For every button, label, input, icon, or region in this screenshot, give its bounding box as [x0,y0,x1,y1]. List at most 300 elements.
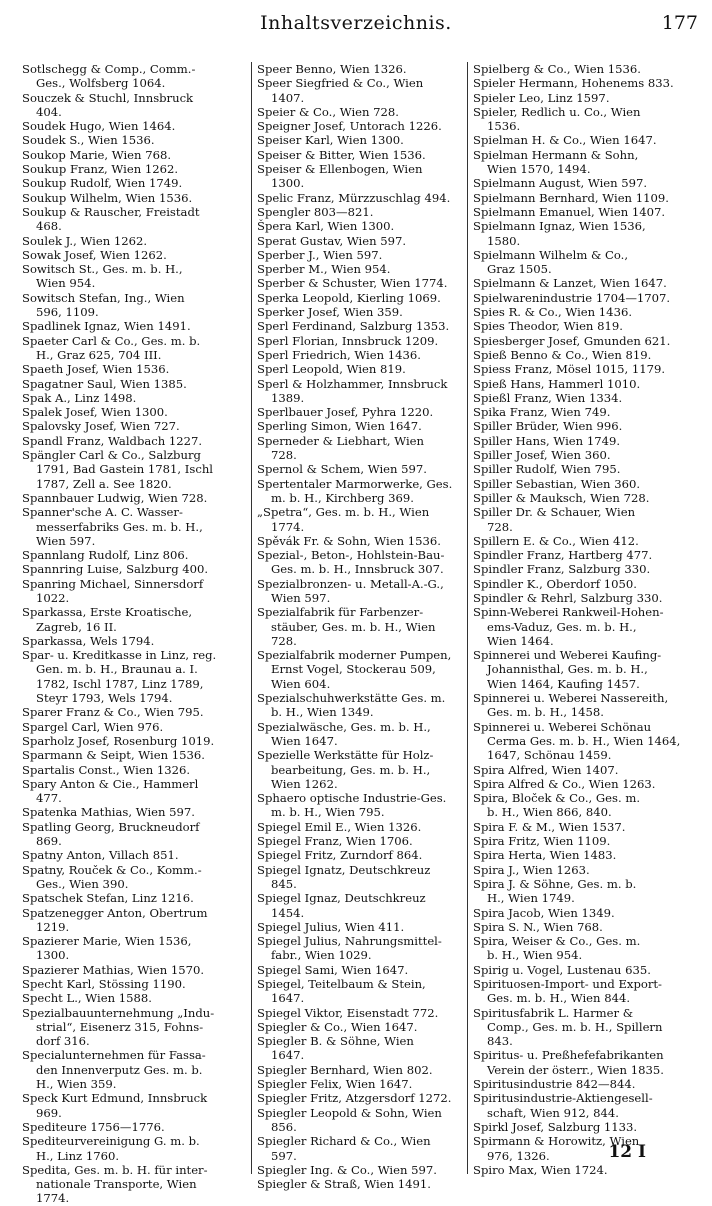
index-entry [473,305,701,319]
entry-continuation: Ges. m. b. H., Wien 844. [487,991,631,1006]
entry-continuation: strial“, Eisenerz 315, Fohns- [36,1019,204,1034]
index-entry [473,62,701,76]
entry-line: Spěvák Fr. & Sohn, Wien 1536. [257,533,441,548]
index-entry [257,1034,462,1063]
index-entry [257,963,462,977]
index-entry [257,219,462,233]
index-column-1 [22,62,248,1206]
entry-line: Sperneder & Liebhart, Wien [257,433,424,448]
index-entry [22,334,248,363]
entry-line: Spezialbauunternehmung „Indu- [22,1005,215,1020]
entry-line: Spiegel, Teitelbaum & Stein, [257,977,426,991]
index-entry [22,234,248,248]
entry-line: Spezialfabrik für Farbenzer- [257,605,424,620]
entry-continuation: H., Wien 1749. [487,891,575,906]
entry-line: Sparholz Josef, Rosenburg 1019. [22,733,215,748]
index-entry [473,591,701,605]
entry-line: Spiegler Ing. & Co., Wien 597. [257,1162,437,1177]
index-entry [257,1006,462,1020]
entry-line: Spediteurvereinigung G. m. b. [22,1134,200,1149]
entry-line: Spazierer Marie, Wien 1536, [22,934,192,949]
entry-line: Spatenka Mathias, Wien 597. [22,805,195,820]
index-entry [473,648,701,691]
index-entry [473,276,701,290]
index-entry [257,1163,462,1177]
entry-line: Spiesberger Josef, Gmunden 621. [473,333,671,348]
entry-line: Spiegel Viktor, Eisenstadt 772. [257,1005,439,1020]
index-entry [473,1091,701,1120]
index-entry [473,605,701,648]
index-entry [257,548,462,577]
index-entry [22,434,248,448]
index-entry [473,920,701,934]
index-entry [22,62,248,91]
entry-line: Spezialbronzen- u. Metall-A.-G., [257,576,444,591]
entry-line: Sperl Florian, Innsbruck 1209. [257,333,439,348]
entry-line: Specialunternehmen für Fassa- [22,1048,206,1063]
index-entry [22,805,248,819]
entry-line: Spielmann Ignaz, Wien 1536, [473,219,646,234]
entry-line: Souczek & Stuchl, Innsbruck [22,90,194,105]
entry-continuation: 1580. [487,233,521,248]
entry-continuation: 597. [271,1148,297,1163]
entry-line: Spies Theodor, Wien 819. [473,319,623,334]
entry-line: Spezialwäsche, Ges. m. b. H., [257,719,431,734]
entry-line: Sperber M., Wien 954. [257,262,391,277]
index-entry [257,720,462,749]
index-entry [473,834,701,848]
index-entry [473,1048,701,1077]
index-entry [257,505,462,534]
index-entry [257,434,462,463]
entry-line: Spiller Josef, Wien 360. [473,448,611,463]
entry-line: Spiritus- u. Preßhefefabrikanten [473,1048,664,1063]
entry-line: Spira Alfred & Co., Wien 1263. [473,776,656,791]
index-entry [257,1177,462,1191]
entry-line: Spiegler Richard & Co., Wien [257,1134,431,1149]
entry-continuation: den Innenverputz Ges. m. b. [36,1062,203,1077]
entry-continuation: 596, 1109. [36,305,99,320]
entry-line: Spielberg & Co., Wien 1536. [473,62,641,76]
entry-line: Spira Jacob, Wien 1349. [473,905,615,920]
entry-line: Sperling Simon, Wien 1647. [257,419,422,434]
index-entry [22,1006,248,1049]
index-entry [257,419,462,433]
entry-continuation: 1787, Zell a. See 1820. [36,476,172,491]
index-entry [257,119,462,133]
index-entry [22,848,248,862]
entry-line: Spargel Carl, Wien 976. [22,719,164,734]
entry-line: Spatny, Rouček & Co., Komm.- [22,862,202,877]
entry-line: Spirkl Josef, Salzburg 1133. [473,1119,638,1134]
entry-line: Sperl Friedrich, Wien 1436. [257,347,421,362]
page-number: 177 [661,12,698,34]
entry-line: Spieß Hans, Hammerl 1010. [473,376,641,391]
entry-line: Specht Karl, Stössing 1190. [22,977,186,991]
index-entry [257,291,462,305]
index-column-3 [473,62,701,1177]
entry-line: Spinn-Weberei Rankweil-Hohen- [473,605,664,620]
entry-line: Spar- u. Kreditkasse in Linz, reg. [22,648,217,663]
index-entry [22,419,248,433]
index-entry [257,477,462,506]
index-entry [257,319,462,333]
entry-line: Spira Fritz, Wien 1109. [473,834,611,849]
entry-continuation: 1454. [271,905,305,920]
entry-line: Spiller & Mauksch, Wien 728. [473,490,650,505]
index-entry [22,705,248,719]
entry-continuation: 468. [36,219,62,234]
entry-line: Spiegler Felix, Wien 1647. [257,1077,413,1092]
entry-continuation: 969. [36,1105,62,1120]
entry-continuation: Zagreb, 16 II. [36,619,117,634]
index-entry [257,348,462,362]
entry-line: Spieler Leo, Linz 1597. [473,90,610,105]
entry-line: Spinnerei und Weberei Kaufing- [473,648,662,663]
entry-continuation: H., Graz 625, 704 III. [36,347,162,362]
entry-line: Soukop Marie, Wien 768. [22,147,172,162]
index-entry [473,934,701,963]
entry-line: Spiegler B. & Söhne, Wien [257,1034,414,1049]
index-entry [257,691,462,720]
entry-continuation: Ges. m. b. H., 1458. [487,705,604,720]
entry-line: Spiegel Ignatz, Deutschkreuz [257,862,431,877]
entry-line: Spiegel Emil E., Wien 1326. [257,819,422,834]
entry-continuation: 1791, Bad Gastein 1781, Ischl [36,462,213,477]
index-entry [257,133,462,147]
page-title: Inhaltsverzeichnis. [260,12,452,34]
entry-line: Sperker Josef, Wien 359. [257,305,403,320]
entry-line: Sperlbauer Josef, Pyhra 1220. [257,405,434,420]
entry-continuation: 728. [271,448,297,463]
entry-continuation: 1300. [271,176,305,191]
entry-continuation: 728. [271,633,297,648]
entry-continuation: 1782, Ischl 1787, Linz 1789, [36,676,204,691]
entry-line: Speier & Co., Wien 728. [257,104,399,119]
entry-line: Sowitsch St., Ges. m. b. H., [22,262,183,277]
entry-continuation: Wien 1262. [271,776,338,791]
column-divider [467,62,468,1174]
index-entry [473,362,701,376]
entry-continuation: 843. [487,1034,513,1049]
entry-continuation: 1300. [36,948,70,963]
entry-continuation: Wien 954. [36,276,96,291]
index-entry [22,1091,248,1120]
index-entry [257,1106,462,1135]
entry-line: Spezialschuhwerkstätte Ges. m. [257,691,446,706]
entry-line: Sparkassa, Erste Kroatische, [22,605,193,620]
entry-line: Spiegler Leopold & Sohn, Wien [257,1105,442,1120]
index-entry [22,291,248,320]
index-entry [22,191,248,205]
index-entry [22,362,248,376]
entry-line: Sparer Franz & Co., Wien 795. [22,705,204,720]
index-entry [473,419,701,433]
entry-line: Spiegel Julius, Wien 411. [257,919,405,934]
entry-line: Spängler Carl & Co., Salzburg [22,448,201,463]
entry-line: Spedita, Ges. m. b. H. für inter- [22,1162,208,1177]
entry-line: Sperber & Schuster, Wien 1774. [257,276,448,291]
entry-line: Spiritusfabrik L. Harmer & [473,1005,634,1020]
entry-line: Spazierer Mathias, Wien 1570. [22,962,205,977]
entry-line: Spira S. N., Wien 768. [473,919,603,934]
index-column-2 [257,62,462,1191]
entry-continuation: messerfabriks Ges. m. b. H., [36,519,203,534]
index-entry [473,777,701,791]
index-entry [473,477,701,491]
entry-continuation: Wien 604. [271,676,331,691]
index-entry [473,577,701,591]
entry-line: Soukup Franz, Wien 1262. [22,162,179,177]
index-entry [22,820,248,849]
index-entry [257,534,462,548]
index-entry [473,91,701,105]
entry-line: Spaeter Carl & Co., Ges. m. b. [22,333,201,348]
entry-continuation: 1647. [271,1048,305,1063]
index-entry [22,891,248,905]
index-entry [257,305,462,319]
index-entry [22,634,248,648]
entry-continuation: b. H., Wien 954. [487,948,583,963]
entry-line: Sowitsch Stefan, Ing., Wien [22,290,185,305]
entry-line: Spengler 803—821. [257,204,374,219]
entry-line: Spielmann Emanuel, Wien 1407. [473,204,666,219]
index-entry [22,906,248,935]
entry-continuation: Johannisthal, Ges. m. b. H., [487,662,648,677]
entry-line: Spindler K., Oberdorf 1050. [473,576,637,591]
entry-line: Spielman H. & Co., Wien 1647. [473,133,657,148]
index-entry [473,963,701,977]
index-entry [22,262,248,291]
index-entry [473,1077,701,1091]
entry-line: „Spetra“, Ges. m. b. H., Wien [257,505,430,520]
index-entry [22,377,248,391]
entry-line: Spanring Michael, Sinnersdorf [22,576,204,591]
index-entry [473,191,701,205]
entry-line: Sowak Josef, Wien 1262. [22,247,167,262]
entry-line: Spiegler & Straß, Wien 1491. [257,1177,431,1192]
index-entry [473,391,701,405]
index-entry [257,362,462,376]
entry-line: Spiller Dr. & Schauer, Wien [473,505,636,520]
entry-continuation: H., Wien 359. [36,1077,117,1092]
entry-line: Soudek S., Wien 1536. [22,133,155,148]
index-entry [257,205,462,219]
entry-line: Spirig u. Vogel, Lustenau 635. [473,962,651,977]
index-entry [22,1134,248,1163]
entry-line: Spiess Franz, Mösel 1015, 1179. [473,362,666,377]
entry-continuation: m. b. H., Wien 795. [271,805,385,820]
index-entry [22,133,248,147]
entry-continuation: 1219. [36,919,70,934]
entry-line: Spagatner Saul, Wien 1385. [22,376,187,391]
index-entry [257,848,462,862]
entry-line: Spielmann Wilhelm & Co., [473,247,629,262]
entry-line: Spiritusindustrie 842—844. [473,1077,636,1092]
index-entry [22,205,248,234]
index-entry [22,991,248,1005]
index-entry [22,963,248,977]
entry-continuation: 869. [36,834,62,849]
index-entry [473,105,701,134]
index-entry [257,377,462,406]
index-entry [473,491,701,505]
index-entry [22,248,248,262]
index-entry [473,405,701,419]
entry-continuation: b. H., Wien 866, 840. [487,805,612,820]
entry-line: Spiegel Franz, Wien 1706. [257,834,413,849]
index-entry [257,105,462,119]
index-entry [257,76,462,105]
entry-line: Spandl Franz, Waldbach 1227. [22,433,203,448]
index-entry [22,448,248,491]
index-entry [473,1006,701,1049]
entry-line: Sperl & Holzhammer, Innsbruck [257,376,448,391]
entry-continuation: 1774. [36,1191,70,1206]
entry-line: Spirmann & Horowitz, Wien [473,1134,640,1149]
entry-line: Spary Anton & Cie., Hammerl [22,776,199,791]
entry-line: Spiro Max, Wien 1724. [473,1162,608,1177]
entry-continuation: 1407. [271,90,305,105]
entry-continuation: 1536. [487,119,521,134]
entry-line: Spiller Brüder, Wien 996. [473,419,623,434]
entry-continuation: Ges. m. b. H., Innsbruck 307. [271,562,444,577]
index-entry [22,119,248,133]
index-entry [22,1163,248,1206]
entry-continuation: Graz 1505. [487,262,552,277]
index-entry [22,491,248,505]
entry-line: Spannbauer Ludwig, Wien 728. [22,490,208,505]
index-entry [22,748,248,762]
entry-line: Spezialfabrik moderner Pumpen, [257,648,452,663]
index-entry [257,148,462,162]
entry-line: Speck Kurt Edmund, Innsbruck [22,1091,208,1106]
entry-line: Spiller Sebastian, Wien 360. [473,476,641,491]
entry-line: Spieler Hermann, Hohenems 833. [473,76,674,91]
index-entry [257,62,462,76]
entry-continuation: nationale Transporte, Wien [36,1177,197,1192]
index-entry [473,291,701,305]
entry-continuation: b. H., Wien 1349. [271,705,374,720]
index-entry [22,763,248,777]
index-entry [257,748,462,791]
index-entry [22,1048,248,1091]
index-entry [473,462,701,476]
entry-line: Spindler & Rehrl, Salzburg 330. [473,590,663,605]
entry-line: Spira Alfred, Wien 1407. [473,762,619,777]
index-entry [257,1091,462,1105]
entry-continuation: H., Linz 1760. [36,1148,120,1163]
index-entry [22,777,248,806]
signature-mark: 12 I [608,1142,646,1162]
entry-line: Sparmann & Seipt, Wien 1536. [22,748,205,763]
entry-line: Spielmann Bernhard, Wien 1109. [473,190,669,205]
index-entry [473,548,701,562]
index-entry [22,977,248,991]
index-entry [473,334,701,348]
index-entry [473,76,701,90]
index-entry [257,248,462,262]
entry-line: Soukup Wilhelm, Wien 1536. [22,190,193,205]
entry-continuation: Wien 1464, Kaufing 1457. [487,676,640,691]
entry-line: Spiller Hans, Wien 1749. [473,433,621,448]
index-entry [473,348,701,362]
entry-line: Spiegler Fritz, Atzgersdorf 1272. [257,1091,452,1106]
entry-line: Spalek Josef, Wien 1300. [22,405,168,420]
entry-line: Spezial-, Beton-, Hohlstein-Bau- [257,548,445,563]
entry-line: Spiegel Ignaz, Deutschkreuz [257,891,426,906]
index-entry [22,562,248,576]
entry-line: Spelic Franz, Mürzzuschlag 494. [257,190,451,205]
entry-line: Spinnerei u. Weberei Schönau [473,719,652,734]
entry-line: Spatling Georg, Bruckneudorf [22,819,200,834]
entry-continuation: Wien 597. [271,590,331,605]
entry-line: Spiritusindustrie-Aktiengesell- [473,1091,653,1106]
entry-line: Spiegler & Co., Wien 1647. [257,1019,418,1034]
index-entry [473,205,701,219]
entry-line: Spatschek Stefan, Linz 1216. [22,891,194,906]
index-entry [257,405,462,419]
index-entry [22,91,248,120]
index-entry [257,1063,462,1077]
entry-continuation: Comp., Ges. m. b. H., Spillern [487,1019,663,1034]
index-entry [257,334,462,348]
entry-line: Spillern E. & Co., Wien 412. [473,533,639,548]
entry-continuation: 1389. [271,390,305,405]
entry-continuation: Wien 1464. [487,633,554,648]
entry-continuation: 728. [487,519,513,534]
entry-line: Soukup Rudolf, Wien 1749. [22,176,183,191]
index-entry [473,448,701,462]
entry-line: Spartalis Const., Wien 1326. [22,762,191,777]
index-entry [22,505,248,548]
entry-line: Spieß Benno & Co., Wien 819. [473,347,652,362]
entry-line: Spira J., Wien 1263. [473,862,590,877]
entry-line: Spezielle Werkstätte für Holz- [257,748,434,763]
entry-continuation: ems-Vaduz, Ges. m. b. H., [487,619,637,634]
index-entry [257,648,462,691]
entry-continuation: m. b. H., Kirchberg 369. [271,490,414,505]
entry-line: Speiser & Bitter, Wien 1536. [257,147,426,162]
index-entry [473,820,701,834]
index-entry [473,691,701,720]
index-entry [473,148,701,177]
index-entry [473,505,701,534]
entry-line: Spies R. & Co., Wien 1436. [473,305,633,320]
entry-line: Specht L., Wien 1588. [22,991,152,1006]
index-entry [473,219,701,248]
entry-line: Spiegel Fritz, Zurndorf 864. [257,848,423,863]
index-entry [257,977,462,1006]
entry-continuation: 1774. [271,519,305,534]
index-entry [22,405,248,419]
entry-line: Speer Siegfried & Co., Wien [257,76,424,91]
entry-continuation: 404. [36,104,62,119]
entry-line: Soudek Hugo, Wien 1464. [22,119,176,134]
index-entry [22,176,248,190]
index-entry [473,1163,701,1177]
index-entry [257,1020,462,1034]
entry-line: Spika Franz, Wien 749. [473,405,611,420]
index-entry [473,248,701,277]
entry-line: Speiser & Ellenbogen, Wien [257,162,423,177]
index-entry [257,1134,462,1163]
entry-continuation: Ges., Wolfsberg 1064. [36,76,166,91]
entry-line: Spira, Weiser & Co., Ges. m. [473,934,641,949]
index-entry [22,319,248,333]
index-entry [257,834,462,848]
entry-line: Spindler Franz, Hartberg 477. [473,548,653,563]
